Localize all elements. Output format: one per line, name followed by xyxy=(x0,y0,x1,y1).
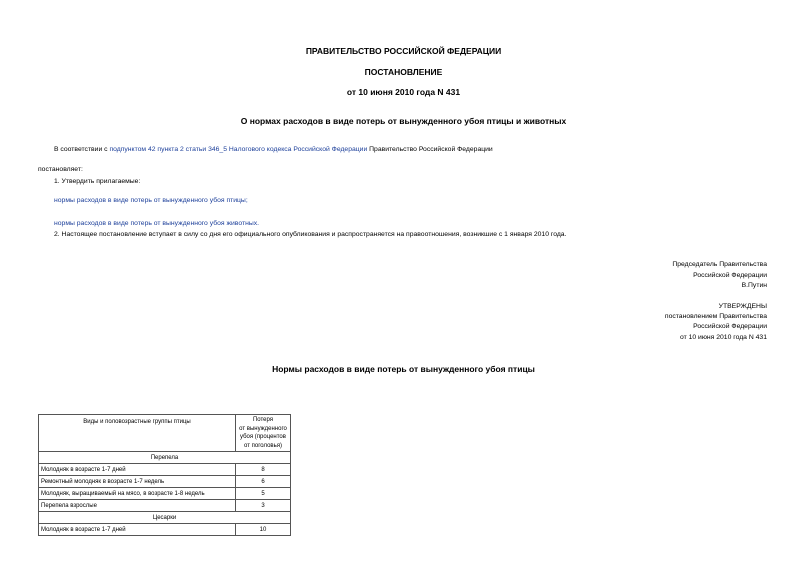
signature-title: Председатель Правительства xyxy=(672,261,767,268)
col-species-header: Виды и половозрастные группы птицы xyxy=(39,415,236,452)
date-number-heading: от 10 июня 2010 года N 431 xyxy=(346,87,461,97)
animals-norms-link[interactable]: нормы расходов в виде потерь от вынужденного убоя животных. xyxy=(54,220,259,227)
col-loss-header-line: Потеря xyxy=(252,417,274,423)
signature-country: Российской Федерации xyxy=(693,272,767,279)
loss-cell: 3 xyxy=(236,500,291,512)
table-row xyxy=(39,464,291,476)
preamble-prefix: В соответствии с xyxy=(54,146,110,153)
table-row xyxy=(39,488,291,500)
norms-table xyxy=(38,414,291,536)
loss-cell: 6 xyxy=(236,476,291,488)
government-heading: ПРАВИТЕЛЬСТВО РОССИЙСКОЙ ФЕДЕРАЦИИ xyxy=(305,46,502,56)
document-title: О нормах расходов в виде потерь от вынужденного убоя птицы и животных xyxy=(240,116,567,126)
section-guinea: Цесарки xyxy=(39,512,291,524)
col-loss-header xyxy=(236,415,291,452)
loss-cell: 10 xyxy=(236,524,291,536)
section-row xyxy=(39,452,291,464)
species-cell: Молодняк в возрасте 1-7 дней xyxy=(39,524,236,536)
col-loss-header-line: от поголовья) xyxy=(244,442,282,449)
preamble xyxy=(54,146,493,153)
decree-word: постановляет: xyxy=(38,166,83,173)
appendix-title: Нормы расходов в виде потерь от вынужденного убоя птицы xyxy=(272,364,535,374)
section-quail: Перепела xyxy=(39,452,291,464)
approval-line-4: от 10 июня 2010 года N 431 xyxy=(679,334,767,341)
preamble-suffix: Правительство Российской Федерации xyxy=(367,146,493,153)
col-loss-header-line: убоя (процентов xyxy=(240,434,286,440)
loss-cell: 5 xyxy=(236,488,291,500)
signature-name: В.Путин xyxy=(741,282,767,289)
section-row xyxy=(39,512,291,524)
species-cell: Молодняк, выращиваемый на мясо, в возрасте 1-8 недель xyxy=(39,488,236,500)
table-row xyxy=(39,476,291,488)
item-2: 2. Настоящее постановление вступает в силу со дня его официального опубликования и распространяется на правоотношения, возникшие с 1 января 2010 года. xyxy=(54,231,567,238)
tax-code-link[interactable]: подпунктом 42 пункта 2 статьи 346_5 Налогового кодекса Российской Федерации xyxy=(109,146,368,153)
table-row xyxy=(39,500,291,512)
loss-cell: 8 xyxy=(236,464,291,476)
species-cell: Ремонтный молодняк в возрасте 1-7 недель xyxy=(39,476,236,488)
species-cell: Молодняк в возрасте 1-7 дней xyxy=(39,464,236,476)
item-1: 1. Утвердить прилагаемые: xyxy=(54,178,141,185)
table-header-row xyxy=(39,415,291,452)
doc-type-heading: ПОСТАНОВЛЕНИЕ xyxy=(364,67,443,77)
birds-norms-link[interactable]: нормы расходов в виде потерь от вынужденного убоя птицы; xyxy=(54,197,248,204)
table-row xyxy=(39,524,291,536)
approval-heading: УТВЕРЖДЕНЫ xyxy=(718,303,767,310)
approval-line-2: постановлением Правительства xyxy=(664,313,767,320)
approval-line-3: Российской Федерации xyxy=(693,323,767,330)
col-loss-header-line: от вынужденного xyxy=(239,425,287,432)
species-cell: Перепела взрослые xyxy=(39,500,236,512)
